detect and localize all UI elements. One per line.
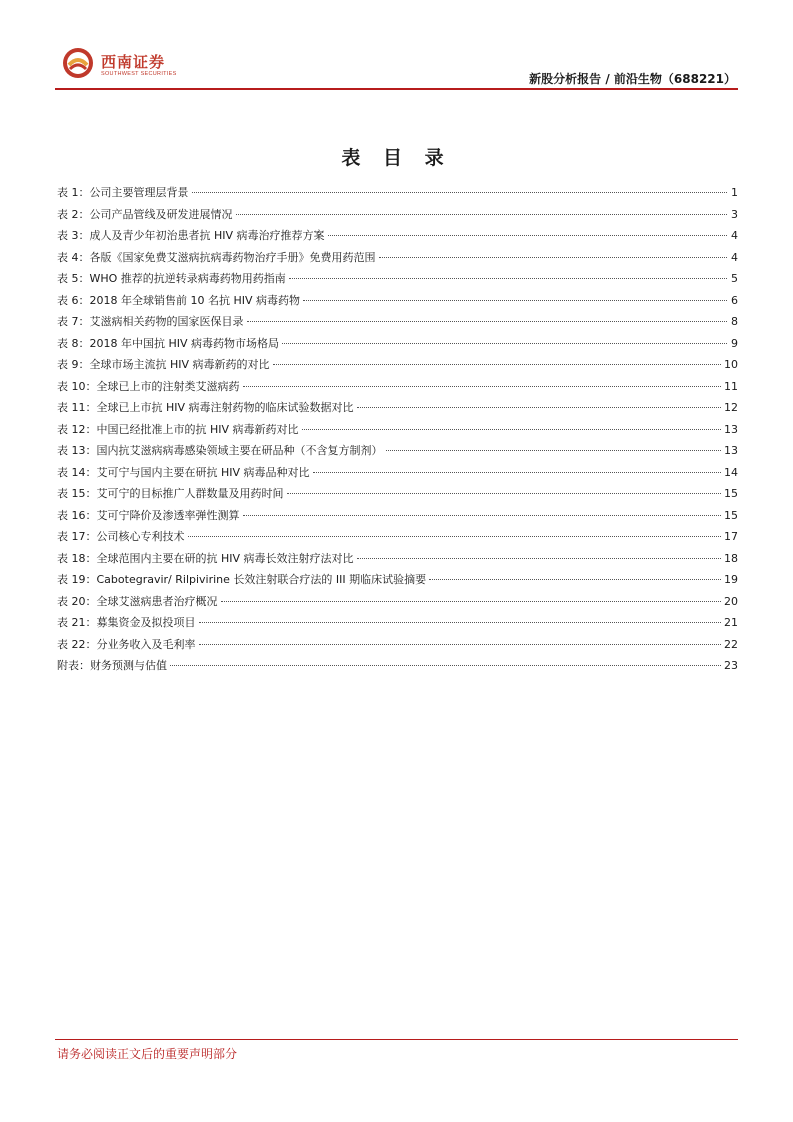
toc-entry-page: 5 bbox=[731, 272, 738, 285]
toc-entry-page: 18 bbox=[724, 551, 738, 565]
toc-entry-page: 14 bbox=[724, 465, 738, 479]
toc-entry-page: 15 bbox=[724, 487, 738, 500]
toc-entry-page: 12 bbox=[724, 401, 738, 414]
toc-entry[interactable] bbox=[57, 530, 738, 552]
toc-entry-label: 表 6：2018 年全球销售前 10 名抗 HIV 病毒药物 bbox=[57, 293, 301, 307]
toc-entry-page: 4 bbox=[731, 250, 738, 264]
toc-entry-page: 19 bbox=[724, 573, 738, 586]
toc-dot-leader bbox=[379, 257, 728, 258]
toc-entry-label: 附表：财务预测与估值 bbox=[57, 659, 167, 672]
toc-entry-page: 20 bbox=[724, 594, 738, 608]
toc-dot-leader bbox=[302, 429, 721, 430]
toc-entry-page: 8 bbox=[731, 315, 738, 328]
logo-chinese-name: 西南证券 bbox=[101, 53, 166, 71]
toc-entry-page: 10 bbox=[724, 358, 738, 371]
toc-entry-label: 表 18：全球范围内主要在研的抗 HIV 病毒长效注射疗法对比 bbox=[57, 551, 354, 565]
footer-divider bbox=[55, 1039, 738, 1040]
toc-entry-page: 6 bbox=[731, 293, 738, 307]
toc-dot-leader bbox=[247, 321, 728, 322]
toc-entry[interactable] bbox=[57, 315, 738, 337]
toc-dot-leader bbox=[199, 622, 722, 623]
toc-entry[interactable] bbox=[57, 616, 738, 638]
toc-entry[interactable] bbox=[57, 401, 738, 423]
footer-disclaimer: 请务必阅读正文后的重要声明部分 bbox=[57, 1047, 238, 1061]
toc-entry[interactable] bbox=[57, 466, 738, 488]
toc-entry-label: 表 14：艾可宁与国内主要在研抗 HIV 病毒品种对比 bbox=[57, 465, 310, 479]
toc-dot-leader bbox=[188, 536, 722, 537]
toc-heading: 表 目 录 bbox=[341, 147, 452, 169]
logo-english-name: SOUTHWEST SECURITIES bbox=[101, 71, 177, 77]
toc-dot-leader bbox=[199, 644, 722, 645]
toc-entry-label: 表 16：艾可宁降价及渗透率弹性测算 bbox=[57, 508, 240, 522]
toc-dot-leader bbox=[273, 364, 721, 365]
toc-entry-label: 表 13：国内抗艾滋病病毒感染领域主要在研品种（不含复方制剂） bbox=[57, 444, 383, 457]
toc-dot-leader bbox=[313, 472, 721, 473]
toc-entry-page: 15 bbox=[724, 508, 738, 522]
toc-entry-label: 表 5：WHO 推荐的抗逆转录病毒药物用药指南 bbox=[57, 272, 286, 285]
toc-entry-page: 22 bbox=[724, 637, 738, 651]
toc-entry-label: 表 12：中国已经批准上市的抗 HIV 病毒新药对比 bbox=[57, 422, 299, 436]
toc-entry-page: 21 bbox=[724, 616, 738, 629]
toc-entry-label: 表 15：艾可宁的目标推广人群数量及用药时间 bbox=[57, 487, 284, 500]
toc-entry[interactable] bbox=[57, 380, 738, 402]
page-header bbox=[55, 40, 738, 88]
header-divider bbox=[55, 88, 738, 90]
toc-dot-leader bbox=[170, 665, 721, 666]
report-title: 新股分析报告 / 前沿生物（688221） bbox=[529, 72, 736, 86]
toc-entry-page: 23 bbox=[724, 659, 738, 672]
logo-emblem-icon bbox=[61, 46, 95, 80]
toc-dot-leader bbox=[236, 214, 728, 215]
toc-dot-leader bbox=[243, 386, 722, 387]
toc-entry-label: 表 21：募集资金及拟投项目 bbox=[57, 616, 196, 629]
toc-dot-leader bbox=[429, 579, 721, 580]
table-of-tables bbox=[57, 186, 738, 681]
toc-entry[interactable] bbox=[57, 229, 738, 251]
toc-entry-page: 4 bbox=[731, 229, 738, 242]
toc-entry[interactable] bbox=[57, 573, 738, 595]
toc-entry[interactable] bbox=[57, 659, 738, 681]
toc-dot-leader bbox=[386, 450, 722, 451]
toc-entry[interactable] bbox=[57, 337, 738, 359]
toc-entry-page: 9 bbox=[731, 336, 738, 350]
toc-entry-label: 表 19：Cabotegravir/ Rilpivirine 长效注射联合疗法的 III 期临床试验摘要 bbox=[57, 573, 427, 586]
toc-entry-label: 表 17：公司核心专利技术 bbox=[57, 530, 185, 543]
toc-entry-label: 表 9：全球市场主流抗 HIV 病毒新药的对比 bbox=[57, 358, 270, 371]
toc-entry[interactable] bbox=[57, 595, 738, 617]
toc-dot-leader bbox=[282, 343, 727, 344]
toc-entry-page: 17 bbox=[724, 530, 738, 543]
toc-entry[interactable] bbox=[57, 509, 738, 531]
toc-entry-page: 3 bbox=[731, 207, 738, 221]
toc-dot-leader bbox=[243, 515, 722, 516]
toc-entry-page: 11 bbox=[724, 379, 738, 393]
toc-dot-leader bbox=[289, 278, 727, 279]
toc-entry-page: 13 bbox=[724, 444, 738, 457]
toc-entry[interactable] bbox=[57, 294, 738, 316]
toc-entry-page: 1 bbox=[731, 186, 738, 199]
toc-entry-label: 表 3：成人及青少年初治患者抗 HIV 病毒治疗推荐方案 bbox=[57, 229, 325, 242]
toc-dot-leader bbox=[303, 300, 727, 301]
toc-entry[interactable] bbox=[57, 251, 738, 273]
toc-entry[interactable] bbox=[57, 444, 738, 466]
toc-entry-label: 表 2：公司产品管线及研发进展情况 bbox=[57, 207, 233, 221]
toc-entry-label: 表 7：艾滋病相关药物的国家医保目录 bbox=[57, 315, 244, 328]
toc-dot-leader bbox=[287, 493, 722, 494]
toc-entry[interactable] bbox=[57, 358, 738, 380]
toc-entry[interactable] bbox=[57, 552, 738, 574]
toc-entry[interactable] bbox=[57, 272, 738, 294]
toc-entry[interactable] bbox=[57, 423, 738, 445]
toc-entry-label: 表 20：全球艾滋病患者治疗概况 bbox=[57, 594, 218, 608]
toc-entry-label: 表 22：分业务收入及毛利率 bbox=[57, 637, 196, 651]
toc-entry-label: 表 4：各版《国家免费艾滋病抗病毒药物治疗手册》免费用药范围 bbox=[57, 250, 376, 264]
toc-dot-leader bbox=[357, 407, 721, 408]
toc-dot-leader bbox=[192, 192, 728, 193]
toc-entry-label: 表 10：全球已上市的注射类艾滋病药 bbox=[57, 379, 240, 393]
toc-entry-page: 13 bbox=[724, 422, 738, 436]
toc-entry-label: 表 8：2018 年中国抗 HIV 病毒药物市场格局 bbox=[57, 336, 280, 350]
toc-entry[interactable] bbox=[57, 186, 738, 208]
toc-entry[interactable] bbox=[57, 487, 738, 509]
toc-dot-leader bbox=[357, 558, 721, 559]
toc-entry-label: 表 1：公司主要管理层背景 bbox=[57, 186, 189, 199]
toc-entry-label: 表 11：全球已上市抗 HIV 病毒注射药物的临床试验数据对比 bbox=[57, 401, 354, 414]
toc-dot-leader bbox=[221, 601, 722, 602]
toc-entry[interactable] bbox=[57, 638, 738, 660]
company-logo bbox=[61, 46, 211, 82]
toc-entry[interactable] bbox=[57, 208, 738, 230]
toc-dot-leader bbox=[328, 235, 727, 236]
